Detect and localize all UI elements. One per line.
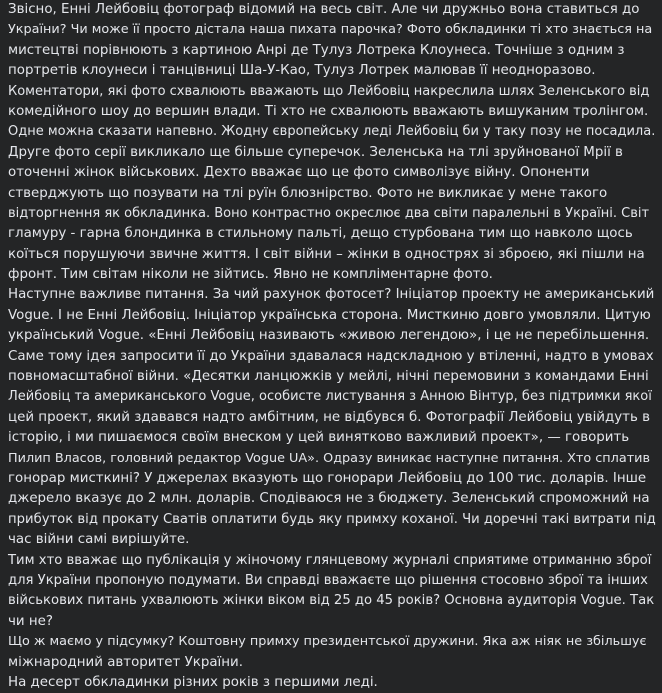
post-text-line: повномасштабної війни. «Десятки ланцюжків у мейлі, нічні перемовини з командами Енні bbox=[8, 369, 649, 385]
post-text-line: Друге фото серії викликало ще більше суперечок. Зеленська на тлі зруйнованої Мрії в bbox=[8, 144, 623, 160]
post-text-line: час війни самі вирішуйте. bbox=[8, 532, 190, 548]
post-text-line: військових питань ухвалюють жінки віком від 25 до 45 років? Основна аудиторія Vogue. Так bbox=[8, 593, 655, 609]
post-body-text bbox=[8, 0, 656, 693]
post-text-line: мистецтві порівнюють з картиною Анрі де Тулуз Лотрека Клоунеса. Точніше з одним з bbox=[8, 42, 625, 58]
post-text-line: Лейбовіц та американського Vogue, особисте листування з Анною Вінтур, без підтримки якої bbox=[8, 389, 652, 405]
post-text-line: чи не? bbox=[8, 613, 53, 629]
post-text-line: Тим хто вважає що публікація у жіночому глянцевому журналі сприятиме отриманню зброї bbox=[8, 552, 652, 568]
post-text-line: Що ж маємо у підсумку? Коштовну примху президентської дружини. Яка аж ніяк не збільшує bbox=[8, 634, 647, 650]
post-text-line: коїться порушуючи звичне життя. І світ війни – жінки в однострях зі зброєю, які пішли на bbox=[8, 246, 645, 262]
post-text-line: портретів клоунеси і танцівниці Ша-У-Као, Тулуз Лотрек малював її неодноразово. bbox=[8, 63, 596, 79]
post-text-line: Звісно, Енні Лейбовіц фотограф відомий на весь світ. Але чи дружньо вона ставиться до bbox=[8, 2, 640, 17]
post-text-line: відторгнення як обкладинка. Воно контрастно окреслює два світи паралельні в Україні. Світ bbox=[8, 205, 650, 221]
post-text-line: України? Чи може її просто дістала наша пихата парочка? Фото обкладинки ті хто знається на bbox=[8, 22, 653, 38]
post-text-line: джерело вказує до 2 млн. доларів. Сподіваюся не з бюджету. Зеленський спроможний на bbox=[8, 491, 650, 507]
post-text-line: На десерт обкладинки різних років з першими леді. bbox=[8, 674, 378, 690]
post-text-line: Наступне важливе питання. За чий рахунок фотосет? Ініціатор проекту не американський bbox=[8, 287, 655, 303]
post-text-line: український Vogue. «Енні Лейбовіц називають «живою легендою», і це не перебільшення. bbox=[8, 328, 650, 344]
post-text-line: Саме тому ідея запросити її до України здавалася надскладною у втіленні, надто в умовах bbox=[8, 348, 654, 364]
post-text-line: гонорар мисткині? У джерелах вказують що гонорари Лейбовіц до 100 тис. доларів. Інше bbox=[8, 470, 647, 486]
post-text-line: цей проект, який здавався надто амбітним, не відбувся б. Фотографії Лейбовіц увійдуть в bbox=[8, 409, 651, 425]
post-text-line: прибуток від прокату Сватів оплатити будь яку примху коханої. Чи доречні такі витрати під bbox=[8, 511, 656, 527]
post-text-line: фронт. Тим світам ніколи не зійтись. Явно не компліментарне фото. bbox=[8, 267, 493, 283]
post-text-line: стверджують що позувати на тлі руїн блюзнірство. Фото не викликає у мене такого bbox=[8, 185, 608, 201]
post-text-line: Vogue. І не Енні Лейбовіц. Ініціатор українська сторона. Мисткиню довго умовляли. Цитую bbox=[8, 307, 651, 323]
post-text-line: Пилип Власов, головний редактор Vogue UA». Одразу виникає наступне питання. Хто сплатив bbox=[8, 450, 651, 466]
post-text-line: для України пропоную подумати. Ви справді вважаєте що рішення стосовно зброї та інших bbox=[8, 572, 648, 588]
post-text-line: міжнародний авторитет України. bbox=[8, 654, 243, 670]
post-text-line: гламуру - гарна блондинка в стильному пальті, дещо стурбована тим що навколо щось bbox=[8, 226, 633, 242]
post-text-line: Одне можна сказати напевно. Жодну європейську леді Лейбовіц би у таку позу не посадила. bbox=[8, 124, 656, 140]
post-text-line: Коментатори, які фото схвалюють вважають що Лейбовіц накреслила шлях Зеленського від bbox=[8, 83, 650, 99]
post-text-line: історію, і ми пишаємося своїм внеском у цей винятково важливий проект», — говорить bbox=[8, 430, 630, 446]
post-text-line: комедійного шоу до вершин влади. Ті хто не схвалюють вважають вишуканим тролінгом. bbox=[8, 103, 649, 119]
post-text-line: оточенні жінок військових. Дехто вважає що це фото символізує війну. Опоненти bbox=[8, 165, 590, 181]
